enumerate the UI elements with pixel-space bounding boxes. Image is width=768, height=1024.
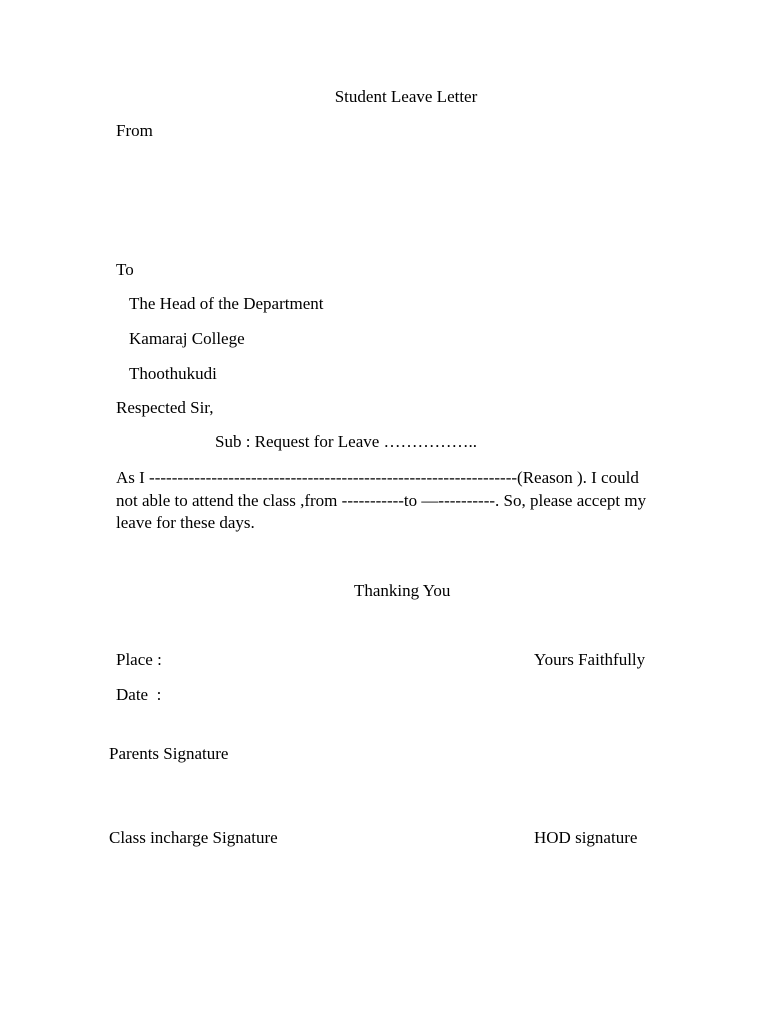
recipient-college: Kamaraj College [129,329,245,348]
subject-line: Sub : Request for Leave …………….. [215,432,478,451]
signoff: Yours Faithfully [534,650,646,669]
class-incharge-signature-label: Class incharge Signature [109,828,278,847]
to-label: To [116,260,134,279]
recipient-designation: The Head of the Department [129,294,324,313]
body-line-2: not able to attend the class ,from -----------to —----------. So, please accept my [116,490,647,510]
body-line-3: leave for these days. [116,513,255,532]
hod-signature-label: HOD signature [534,828,638,847]
from-label: From [116,121,153,140]
recipient-city: Thoothukudi [129,364,217,383]
salutation: Respected Sir, [116,398,214,417]
place-label: Place : [116,650,162,669]
parents-signature-label: Parents Signature [109,744,229,763]
document-title: Student Leave Letter [334,87,478,106]
closing-thanks: Thanking You [354,581,451,600]
letter-body [116,467,691,535]
date-label: Date : [116,685,162,704]
body-line-1: As I -----------------------------------------------------------------(Reason ). I could [116,468,639,487]
